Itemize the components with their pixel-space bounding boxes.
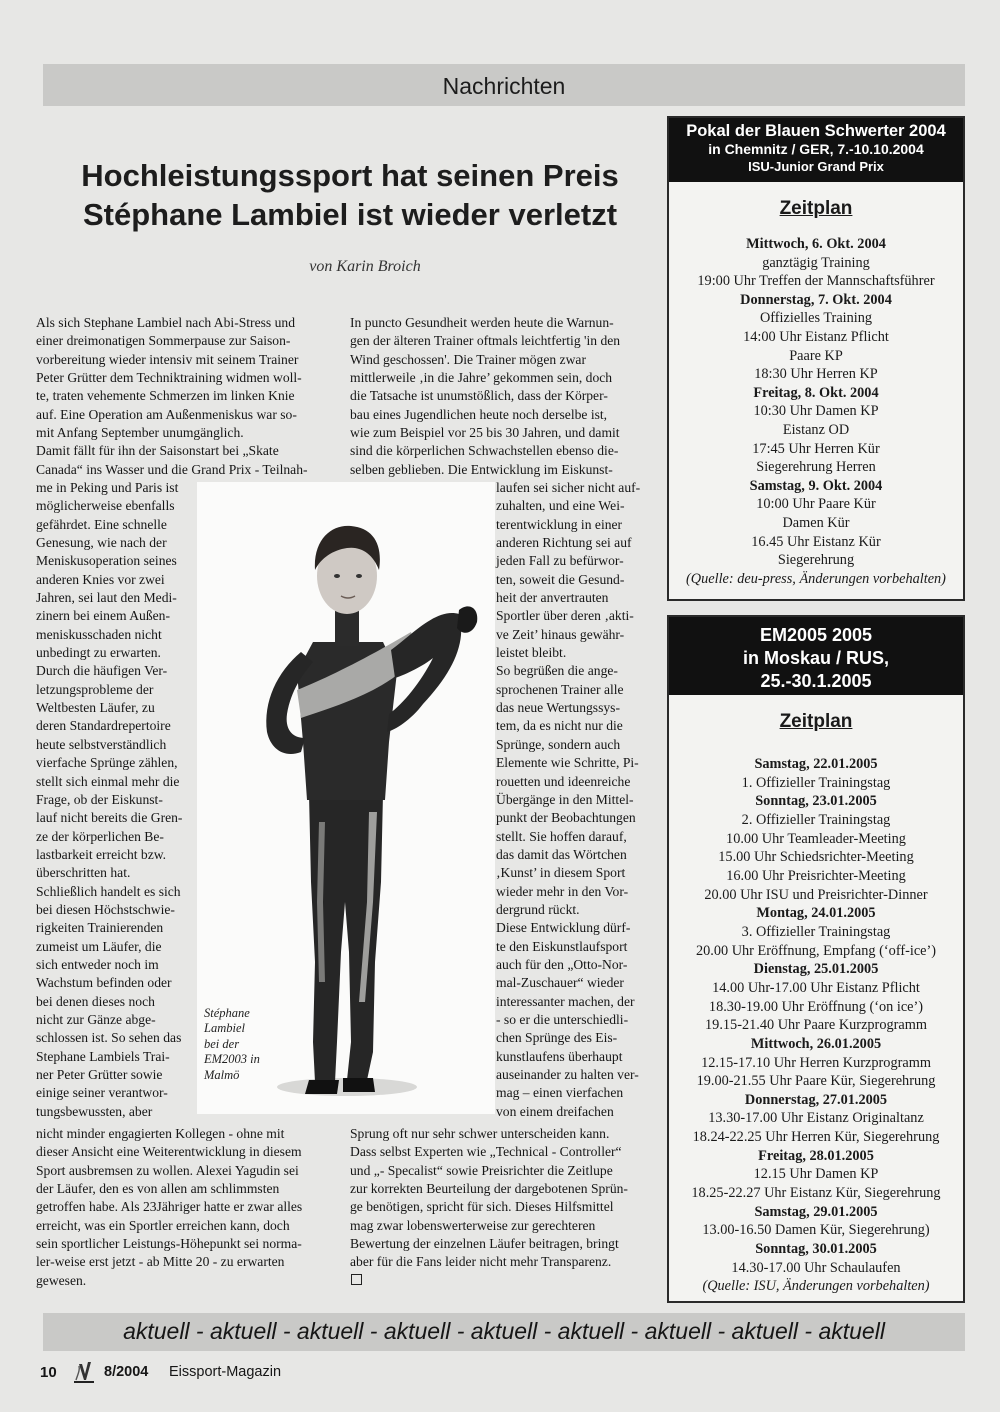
schedule-day-heading: Donnerstag, 27.01.2005 bbox=[744, 1091, 888, 1108]
schedule-day-heading: Freitag, 8. Okt. 2004 bbox=[753, 384, 879, 401]
box2-schedule-list bbox=[669, 755, 963, 1296]
headline-line-2: Stéphane Lambiel ist wieder verletzt bbox=[82, 197, 618, 232]
schedule-entry: 17:45 Uhr Herren Kür bbox=[752, 440, 880, 457]
schedule-entry: 19:00 Uhr Treffen der Mannschaftsführer bbox=[697, 273, 935, 290]
box1-schedule-list bbox=[669, 235, 963, 588]
schedule-entry: 18.25-22.27 Uhr Eistanz Kür, Siegerehrung bbox=[691, 1185, 941, 1202]
schedule-day-heading: Sonntag, 30.01.2005 bbox=[755, 1241, 877, 1258]
schedule-day-heading: Sonntag, 23.01.2005 bbox=[755, 793, 877, 810]
schedule-day-heading: Freitag, 28.01.2005 bbox=[758, 1147, 874, 1164]
article-col1-top: Als sich Stephane Lambiel nach Abi-Stress und einer dreimonatigen Sommerpause zur Saison- vorbereitung wieder intensiv mit seinem Trainer Peter Grütter dem Techniktraining widmen woll- te, traten vehemente Schmerzen im linken Knie auf. Eine Operation am Außenmeniskus war so- mit Anfang September unumgänglich. Damit fällt für ihn der Saisonstart bei „Skate Canada“ ins Wasser und die Grand Prix - Teilnah- bbox=[36, 315, 308, 477]
schedule-entry: 20.00 Uhr ISU und Preisrichter-Dinner bbox=[704, 886, 928, 903]
article-col1-bottom: nicht minder engagierten Kollegen - ohne mit dieser Ansicht eine Weiterentwicklung in diesem Sport ausbremsen zu wollen. Alexei Yagudin sei der Läufer, den es von allen am schlimmsten getroffen habe. Als 23Jähriger hatte er zwar alles erreicht, was ein Sportler erreichen kann, doch sein sportlicher Leistungs-Höhepunkt sei norma- ler-weise erst jetzt - ab Mitte 20 - zu erwarten gewesen. bbox=[36, 1126, 303, 1288]
box2-zeitplan-heading: Zeitplan bbox=[779, 711, 853, 732]
schedule-entry: Damen Kür bbox=[782, 514, 850, 531]
schedule-entry: ganztägig Training bbox=[762, 254, 870, 271]
schedule-entry: 2. Offizieller Trainingstag bbox=[741, 811, 891, 828]
box1-series: ISU-Junior Grand Prix bbox=[748, 159, 884, 174]
schedule-entry: 1. Offizieller Trainingstag bbox=[741, 774, 891, 791]
schedule-source-note: (Quelle: deu-press, Änderungen vorbehalten) bbox=[686, 570, 946, 587]
schedule-entry: 15.00 Uhr Schiedsrichter-Meeting bbox=[718, 849, 914, 866]
schedule-entry: 20.00 Uhr Eröffnung, Empfang (‘off-ice’) bbox=[695, 942, 937, 959]
schedule-day-heading: Mittwoch, 26.01.2005 bbox=[750, 1035, 882, 1052]
box1-subtitle: in Chemnitz / GER, 7.-10.10.2004 bbox=[708, 141, 924, 157]
article-end-mark bbox=[351, 1274, 362, 1285]
article-col1-wrap: me in Peking und Paris ist möglicherweise ebenfalls gefährdet. Eine schnelle Genesung, wie nach der Meniskusoperation seines anderen Knies vor zwei Jahren, sei laut den Medi- zinern bei einem Außen- meniskusschaden nicht unbedingt zu erwarten. Durch die häufigen Ver- letzungsprobleme der Weltbesten Läufer, zu deren Standardrepertoire heute selbstverständlich vierfache Sprünge zählen, stellt sich einmal mehr die Frage, ob der Eiskunst- lauf nicht bereits die Gren- ze der körperlichen Be- lastbarkeit erreicht bzw. überschritten hat. Schließlich handelt es sich bei diesen Höchstschwie- rigkeiten Trainierenden zumeist um Läufer, die sich entweder noch im Wachstum befinden oder bei denen dieses noch nicht zur Gänze abge- schlossen ist. So sehen das Stephane Lambiels Trai- ner Peter Grütter sowie einige seiner verantwor- tungsbewussten, aber bbox=[36, 480, 183, 1119]
byline: von Karin Broich bbox=[309, 258, 421, 275]
schedule-entry: 12.15-17.10 Uhr Herren Kurzprogramm bbox=[701, 1054, 931, 1071]
issue-number: 8/2004 bbox=[104, 1364, 149, 1380]
box2-header bbox=[669, 617, 963, 695]
schedule-entry: 18:30 Uhr Herren KP bbox=[754, 366, 878, 383]
box1-zeitplan-heading: Zeitplan bbox=[779, 198, 853, 219]
schedule-day-heading: Mittwoch, 6. Okt. 2004 bbox=[746, 236, 886, 252]
schedule-day-heading: Donnerstag, 7. Okt. 2004 bbox=[740, 291, 892, 308]
schedule-day-heading: Dienstag, 25.01.2005 bbox=[753, 961, 879, 978]
schedule-day-heading: Samstag, 9. Okt. 2004 bbox=[749, 477, 883, 494]
box2-subtitle: in Moskau / RUS, bbox=[742, 648, 890, 668]
magazine-logo-icon bbox=[70, 1358, 98, 1386]
schedule-day-heading: Samstag, 22.01.2005 bbox=[754, 756, 878, 772]
schedule-entry: 14.30-17.00 Uhr Schaulaufen bbox=[731, 1259, 901, 1276]
schedule-entry: 19.15-21.40 Uhr Paare Kurzprogramm bbox=[705, 1017, 927, 1034]
schedule-day-heading: Samstag, 29.01.2005 bbox=[754, 1203, 878, 1220]
article-col2-bottom: Sprung oft nur sehr schwer unterscheiden kann. Dass selbst Experten wie „Technical - Controller“ und „- Specalist“ sowie Preisrichter die Zeitlupe zur korrekten Beurteilung der dargebotenen Sprün- ge benötigen, spricht für sich. Dieses Hilfsmittel mag zwar lobenswerterweise zur gerechteren Bewertung der einzelnen Läufer beitragen, bringt aber für die Fans leider nicht mehr Transparenz. bbox=[350, 1126, 628, 1270]
schedule-entry: 12.15 Uhr Damen KP bbox=[753, 1166, 879, 1183]
schedule-entry: 10.00 Uhr Teamleader-Meeting bbox=[726, 830, 906, 847]
schedule-entry: 14.00 Uhr-17.00 Uhr Eistanz Pflicht bbox=[712, 979, 920, 996]
schedule-entry: 16.00 Uhr Preisrichter-Meeting bbox=[726, 867, 906, 884]
schedule-entry: 10:30 Uhr Damen KP bbox=[753, 403, 879, 420]
schedule-entry: 3. Offizieller Trainingstag bbox=[741, 923, 891, 940]
schedule-entry: 19.00-21.55 Uhr Paare Kür, Siegerehrung bbox=[696, 1073, 936, 1090]
headline-line-1: Hochleistungssport hat seinen Preis bbox=[81, 158, 619, 193]
schedule-day-heading: Montag, 24.01.2005 bbox=[756, 905, 876, 922]
schedule-entry: 14:00 Uhr Eistanz Pflicht bbox=[743, 328, 889, 345]
schedule-entry: Siegerehrung bbox=[777, 552, 855, 569]
schedule-entry: 13.30-17.00 Uhr Eistanz Originaltanz bbox=[708, 1110, 924, 1127]
photo-caption: Stéphane Lambiel bei der EM2003 in Malmö bbox=[204, 1006, 260, 1082]
schedule-box-junior-grand-prix bbox=[667, 116, 965, 601]
schedule-entry: Siegerehrung Herren bbox=[756, 459, 876, 476]
schedule-entry: 18.30-19.00 Uhr Eröffnung (‘on ice’) bbox=[708, 998, 924, 1015]
box1-title: Pokal der Blauen Schwerter 2004 bbox=[686, 122, 946, 140]
schedule-entry: Eistanz OD bbox=[782, 421, 850, 438]
article-col2-top: In puncto Gesundheit werden heute die Warnun- gen der älteren Trainer oftmals leichtfertig 'in den Wind geschossen'. Die Trainer mögen zwar mittlerweile ‚in die Jahre’ gekommen sein, doch die Tatsache ist unumstößlich, dass der Körper- bau eines Jugendlichen heute noch derselbe ist, wie zum Beispiel vor 25 bis 30 Jahren, und damit sind die körperlichen Schwachstellen ebenso die- selben geblieben. Die Entwicklung im Eiskunst- bbox=[350, 315, 621, 477]
box2-dates: 25.-30.1.2005 bbox=[760, 671, 872, 691]
box1-header bbox=[669, 118, 963, 182]
footer-band-text: aktuell - aktuell - aktuell - aktuell - aktuell - aktuell - aktuell - aktuell - aktuell bbox=[123, 1318, 885, 1344]
article-col2-wrap: laufen sei sicher nicht auf- zuhalten, und eine Wei- terentwicklung in einer anderen Richtung sei auf jeden Fall zu befürwor- ten, soweit die Gesund- heit der anvertrauten Sportler über deren ‚akti- ve Zeit’ hinaus gewähr- leistet bleibt. So begrüßen die ange- sprochenen Trainer alle das neue Wertungssys- tem, da es nicht nur die Sprünge, sondern auch Elemente wie Schritte, Pi- rouetten und ideenreiche Übergänge in den Mittel- punkt der Beobachtungen stellt. Sie hoffen darauf, das damit das Wörtchen ‚Kunst’ in diesem Sport wieder mehr in den Vor- dergrund rückt. Diese Entwicklung dürf- te den Eiskunstlaufsport auch für den „Otto-Nor- mal-Zuschauer“ wieder interessanter machen, der - so er die unterschiedli- chen Sprünge des Eis- kunstlaufens überhaupt auseinander zu halten ver- mag – einen vierfachen von einem dreifachen bbox=[496, 480, 641, 1119]
page-number: 10 bbox=[40, 1364, 57, 1381]
schedule-entry: Offizielles Training bbox=[759, 310, 873, 327]
schedule-entry: 10:00 Uhr Paare Kür bbox=[756, 496, 876, 513]
schedule-entry: 16.45 Uhr Eistanz Kür bbox=[751, 533, 881, 550]
magazine-name: Eissport-Magazin bbox=[169, 1364, 282, 1380]
section-title: Nachrichten bbox=[442, 73, 566, 99]
schedule-box-em2005 bbox=[667, 615, 965, 1303]
box2-title: EM2005 2005 bbox=[759, 625, 873, 645]
schedule-source-note: (Quelle: ISU, Änderungen vorbehalten) bbox=[702, 1278, 930, 1295]
schedule-entry: 13.00-16.50 Damen Kür, Siegerehrung) bbox=[702, 1222, 930, 1239]
schedule-entry: Paare KP bbox=[789, 347, 843, 364]
schedule-entry: 18.24-22.25 Uhr Herren Kür, Siegerehrung bbox=[692, 1129, 940, 1146]
